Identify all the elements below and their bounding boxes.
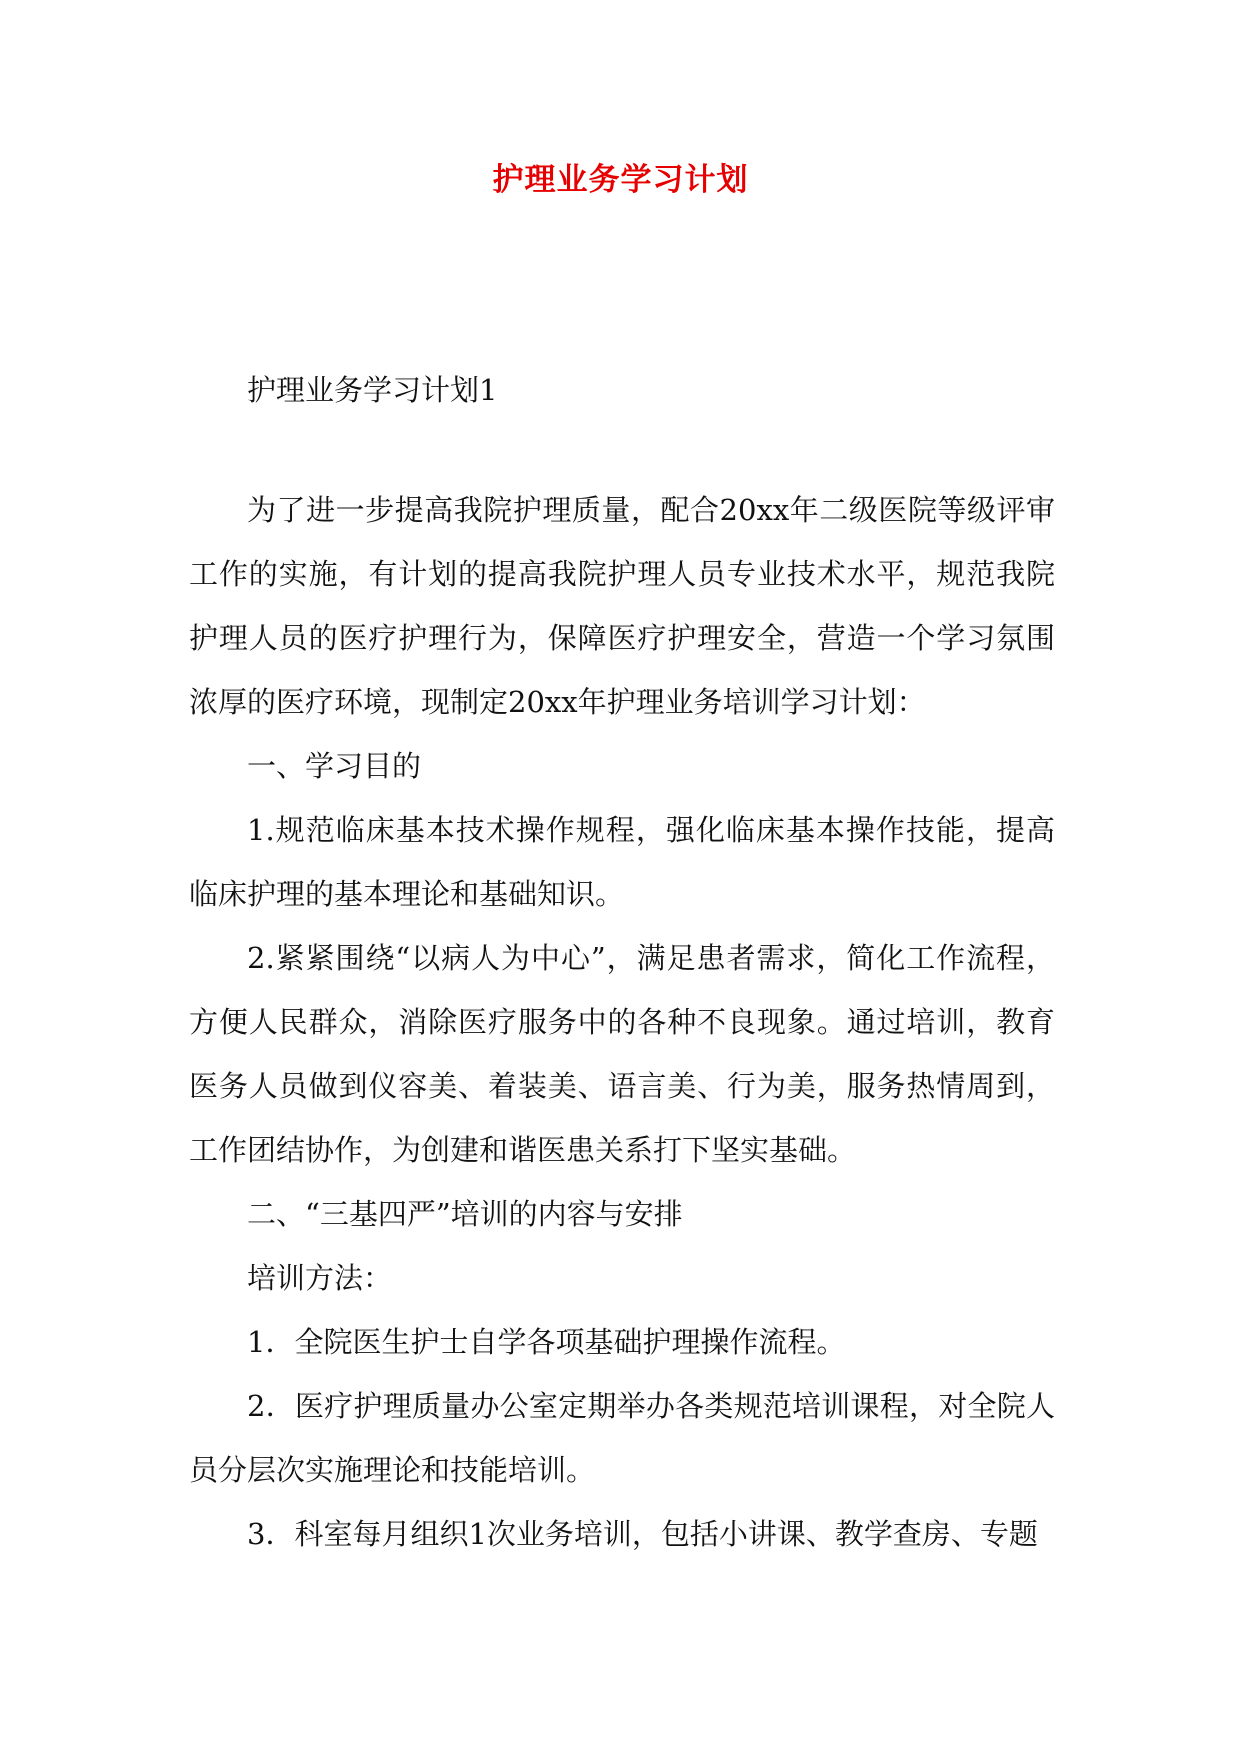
- section-subtitle: 护理业务学习计划1: [247, 373, 498, 407]
- paragraph-method-2: 2．医疗护理质量办公室定期举办各类规范培训课程，对全院人员分层次实施理论和技能培训。: [189, 1389, 1055, 1487]
- paragraph-method-3: 3．科室每月组织1次业务培训，包括小讲课、教学查房、专题: [247, 1517, 1038, 1551]
- heading-training-content: 二、“三基四严”培训的内容与安排: [247, 1197, 683, 1231]
- paragraph-method-1: 1．全院医生护士自学各项基础护理操作流程。: [247, 1325, 846, 1359]
- heading-training-method: 培训方法：: [247, 1261, 393, 1295]
- paragraph-purpose-2: 2.紧紧围绕“以病人为中心”，满足患者需求，简化工作流程，方便人民群众，消除医疗服务中的各种不良现象。通过培训，教育医务人员做到仪容美、着装美、语言美、行为美，服务热情周到，工作团结协作，为创建和谐医患关系打下坚实基础。: [189, 941, 1055, 1167]
- document-title: 护理业务学习计划: [492, 162, 749, 198]
- heading-learning-purpose: 一、学习目的: [247, 749, 422, 783]
- document-body: [189, 478, 1055, 1566]
- paragraph-intro: 为了进一步提高我院护理质量，配合20xx年二级医院等级评审工作的实施，有计划的提高我院护理人员专业技术水平，规范我院护理人员的医疗护理行为，保障医疗护理安全，营造一个学习氛围浓厚的医疗环境，现制定20xx年护理业务培训学习计划：: [189, 493, 1055, 719]
- paragraph-purpose-1: 1.规范临床基本技术操作规程，强化临床基本操作技能，提高临床护理的基本理论和基础知识。: [189, 813, 1055, 911]
